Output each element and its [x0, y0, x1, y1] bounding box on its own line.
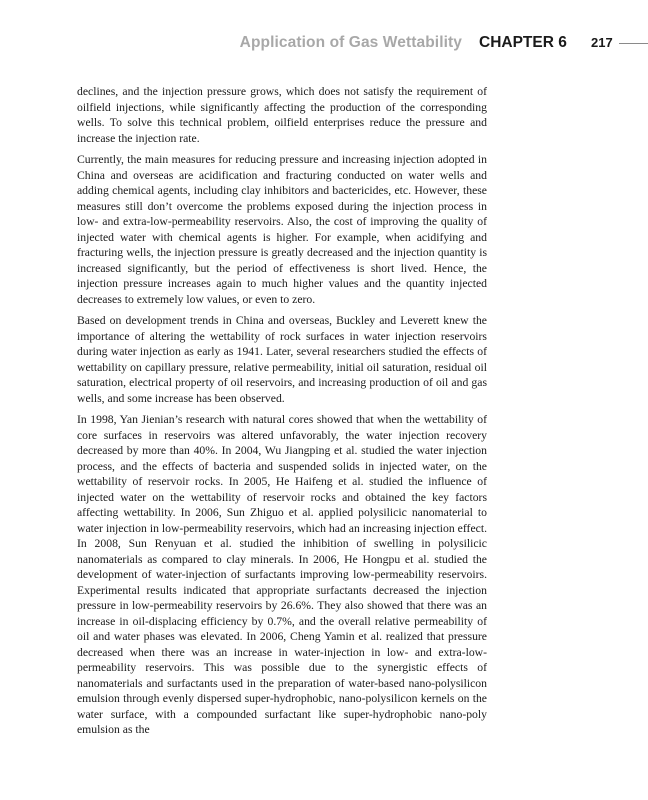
paragraph: In 1998, Yan Jienian’s research with natural cores showed that when the wettability of core surfaces in reservoirs was altered unfavorably, the water injection recovery decreased by more than 40%. In 2004, Wu Jiangping et al. studied the water injection process, and the effects of bacteria and suspended solids in injected water, on the wettability of reservoir rocks. In 2005, He Haifeng et al. studied the influence of injected water on the wettability of reservoir rocks and obtained the key factors affecting wettability. In 2006, Sun Zhiguo et al. applied polysilicic nanomaterial to water injection in low-permeability reservoirs, which had an increasing injection effect. In 2008, Sun Renyuan et al. studied the inhibition of swelling in polysilicic nanomaterials as compared to clay minerals. In 2006, He Hongpu et al. studied the development of water-injection of surfactants improving low-permeability reservoirs. Experimental results indicated that appropriate surfactants decreased the injection pressure in low-permeability reservoirs by 26.6%. They also showed that there was an increase in oil-displacing efficiency by 0.7%, and the overall relative permeability of oil and water phases was elevated. In 2006, Cheng Yamin et al. realized that pressure decreased when there was an increase in water-injection in low- and extra-low-permeability reservoirs. This was possible due to the synergistic effects of nanomaterials and surfactants used in the preparation of water-based nano-polysilicon emulsion through evenly dispersed super-hydrophobic, nano-polysilicon kernels on the water surface, with a compounded surfactant like super-hydrophobic nano-poly emulsion as the [77, 413, 487, 736]
paragraph: Based on development trends in China and overseas, Buckley and Leverett knew the importance of altering the wettability of rock surfaces in water injection reservoirs during water injection as early as 1941. Later, several researchers studied the effects of wettability on capillary pressure, relative permeability, initial oil saturation, residual oil saturation, electrical property of oil reservoirs, and increasing production of oil and gas wells, and some increase has been observed. [77, 314, 487, 405]
body-text [77, 84, 487, 744]
paragraph: Currently, the main measures for reducing pressure and increasing injection adopted in China and overseas are acidification and fracturing conducted on water wells and adding chemical agents, including clay inhibitors and bactericides, etc. However, these measures still don’t overcome the problems exposed during the injection process in low- and extra-low-permeability reservoirs. Also, the cost of improving the quality of injected water with chemical agents is higher. For example, when acidifying and fracturing wells, the injection pressure is greatly decreased and the injection quantity is increased significantly, but the period of effectiveness is short lived. Hence, the injection pressure increases again to much higher values and the quantity injected decreases to extremely low values, or even to zero. [77, 153, 487, 306]
header-rule [619, 43, 648, 44]
page-number: 217 [591, 35, 613, 50]
chapter-label: CHAPTER 6 [479, 34, 567, 51]
running-header [0, 34, 648, 54]
paragraph: declines, and the injection pressure grows, which does not satisfy the requirement of oilfield injections, while significantly affecting the production of the corresponding wells. To solve this technical problem, oilfield enterprises reduce the pressure and increase the injection rate. [77, 85, 487, 145]
section-title: Application of Gas Wettability [239, 34, 462, 51]
